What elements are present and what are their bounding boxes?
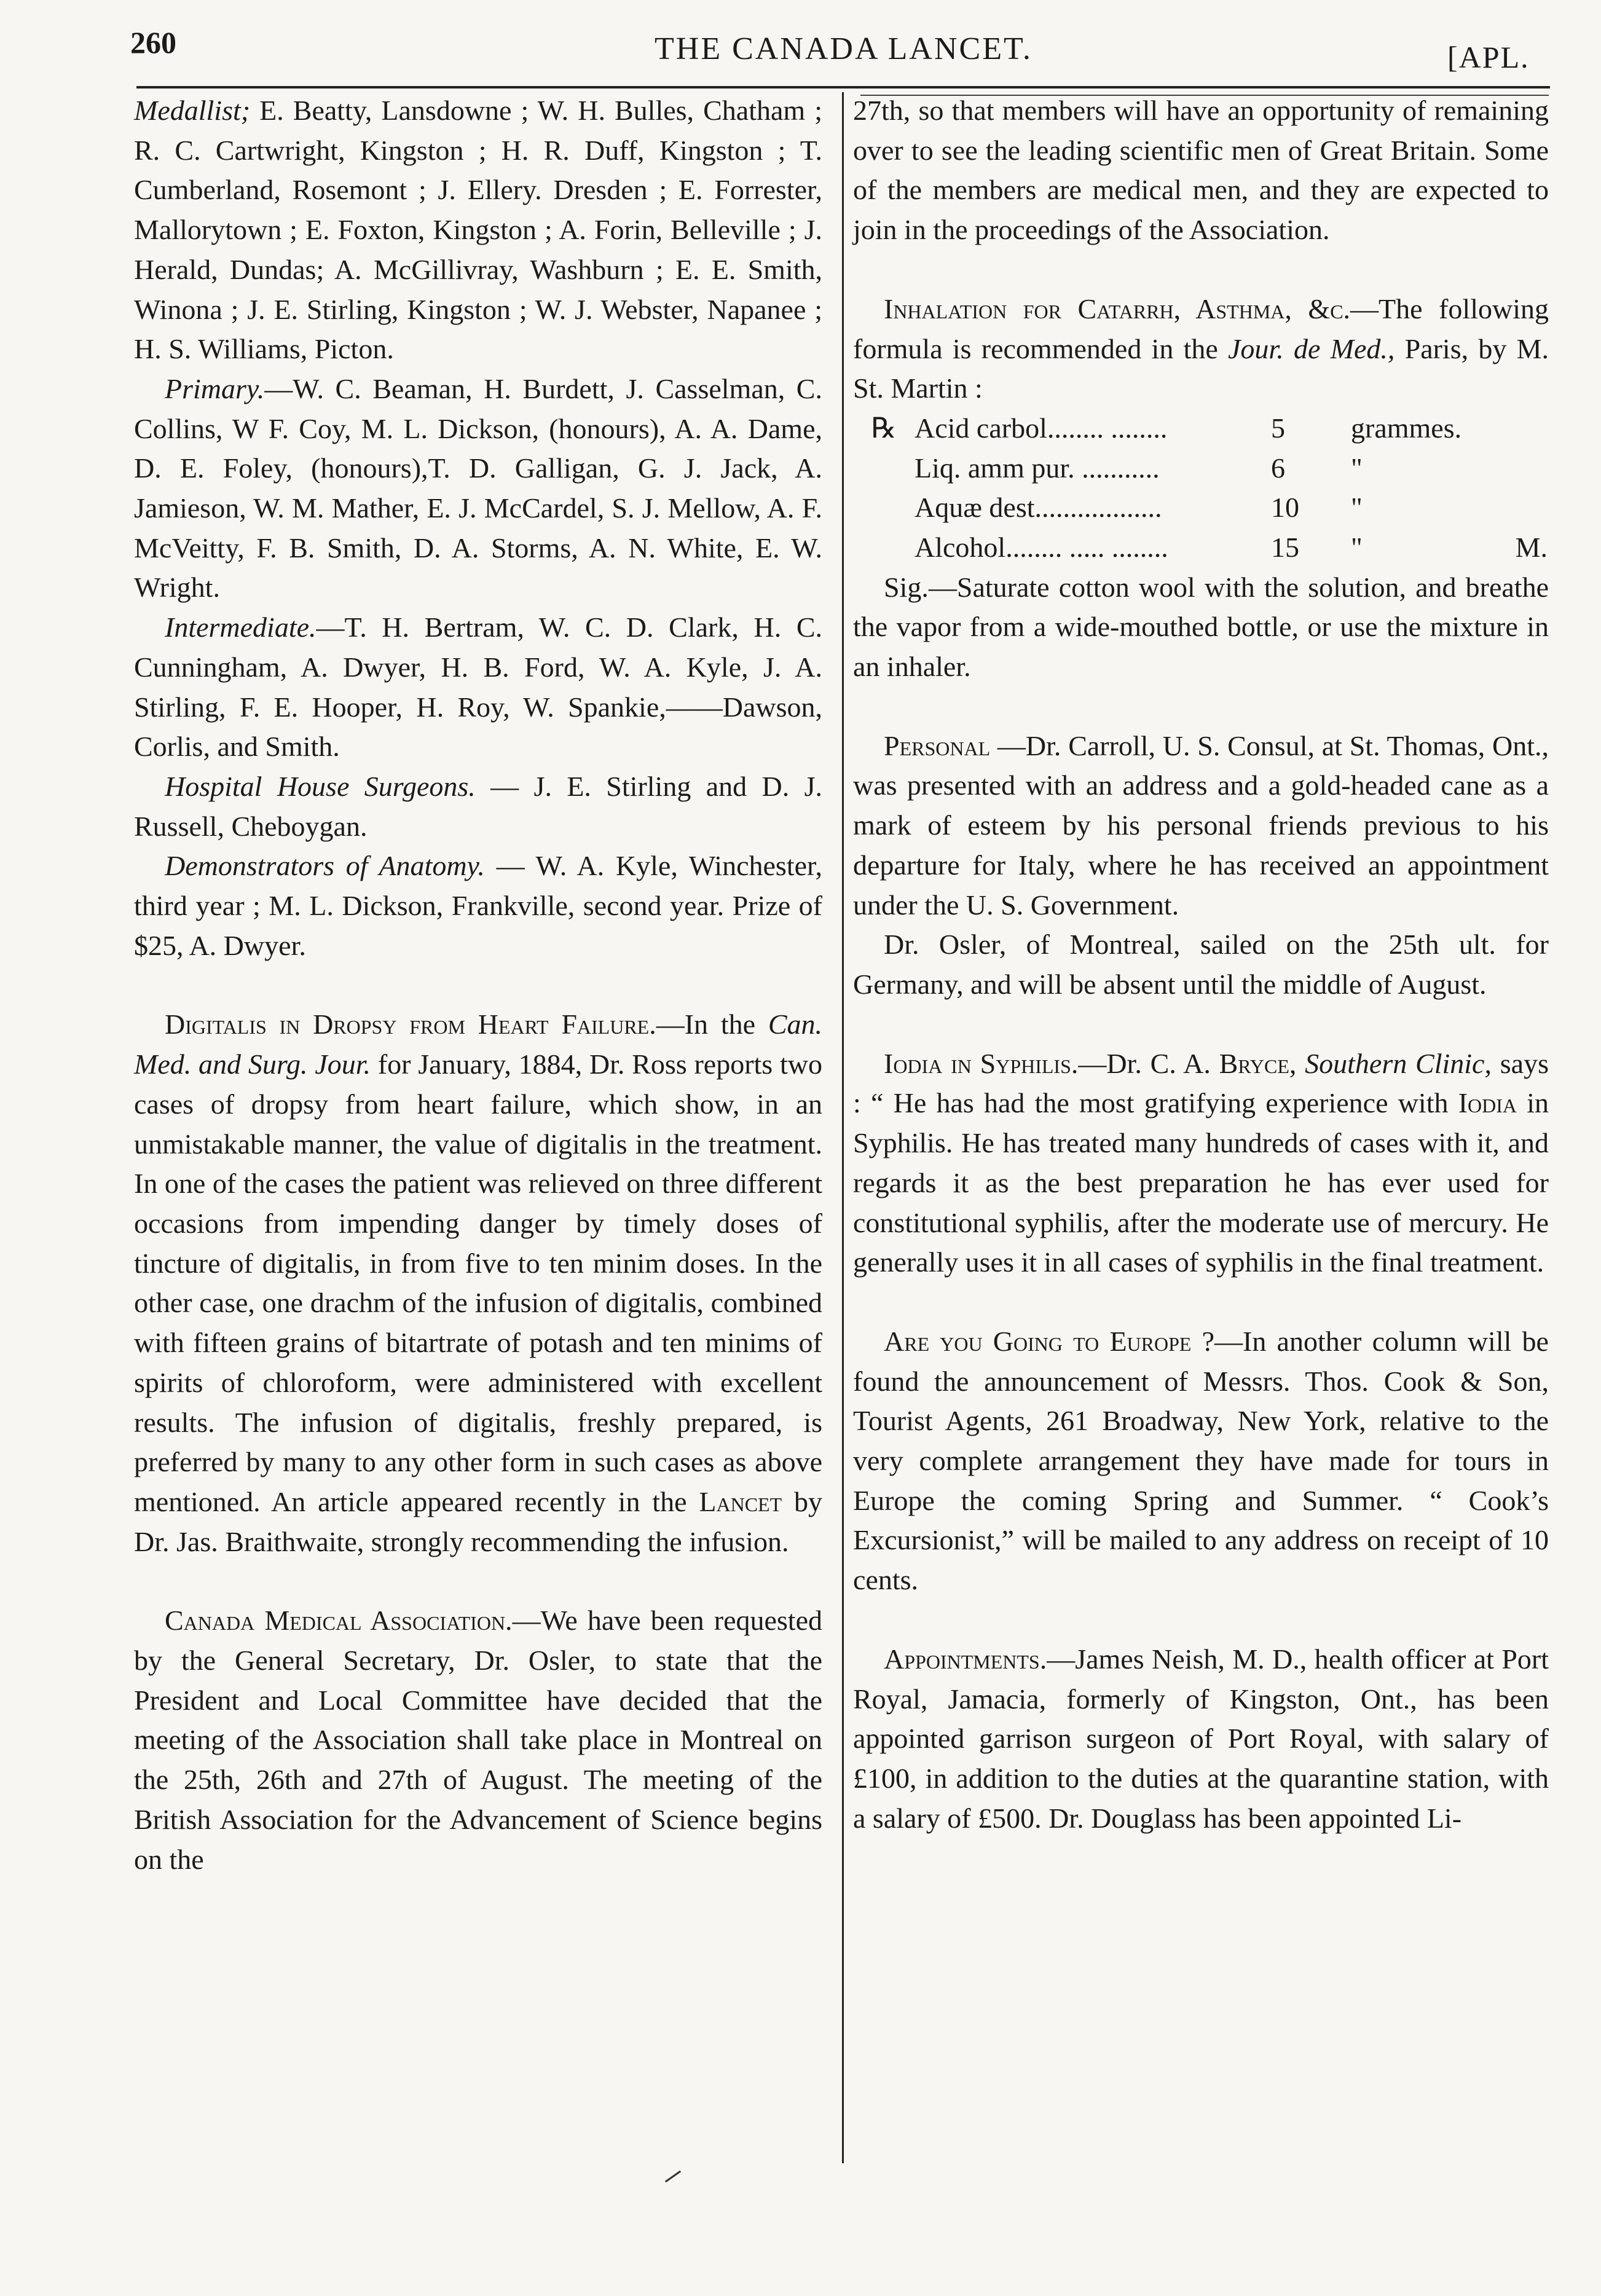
intermediate-label: Intermediate. (165, 611, 317, 643)
running-title: THE CANADA LANCET. (655, 31, 1033, 66)
personal-heading: Personal (884, 729, 991, 761)
appointments-text: —James Neish, M. D., health officer at Port Royal, Jamacia, formerly of Kingston, Ont., has been appointed garrison surgeon of Port Royal, with salary of £100, in addition to the duties at the quarantine station, with a salary of £500. Dr. Douglass has been appointed Li- (853, 1643, 1549, 1834)
osler-paragraph: Dr. Osler, of Montreal, sailed on the 25th ult. for Germany, and will be absent until the middle of August. (853, 929, 1549, 1000)
recipe-row (853, 488, 1549, 528)
recipe-unit: " (1351, 492, 1363, 524)
stray-mark (665, 2171, 681, 2183)
recipe-amount: 10 (1271, 492, 1299, 524)
cma-heading: Canada Medical Association. (165, 1605, 513, 1637)
medallist-paragraph (134, 91, 822, 369)
iodia-pre: —Dr. C. A. (1078, 1047, 1219, 1079)
iodia-article (853, 1044, 1549, 1283)
demonstrators-paragraph (134, 846, 822, 965)
recipe-row (853, 449, 1549, 489)
iodia-journal: Southern Clinic, (1305, 1047, 1492, 1079)
demonstrators-text: — W. A. Kyle, Winchester, third year ; M. L. Dickson, Frankville, second year. Prize of $25, A. Dwyer. (134, 850, 822, 961)
recipe-ingredient: Alcohol........ ..... ........ (915, 531, 1168, 563)
right-column (853, 91, 1549, 1838)
appointments-heading: Appointments. (884, 1643, 1047, 1675)
digitalis-end: by Dr. Jas. Braithwaite, strongly recommending the infusion. (134, 1485, 822, 1557)
digitalis-text: for January, 1884, Dr. Ross reports two cases of dropsy from heart failure, which show, in an unmistakable manner, the value of digitalis in the treatment. In one of the cases the patient was relieved on three different occasions from impending danger by timely doses of tincture of digitalis, in from five to ten minim doses. In the other case, one drachm of the infusion of digitalis, combined with fifteen grains of bitartrate of potash and ten minims of spirits of chloroform, were administered with excellent results. The infusion of digitalis, freshly prepared, is preferred by many to any other form in such cases as above mentioned. An article appeared recently in the (134, 1048, 822, 1517)
left-column (134, 91, 822, 1879)
page-number: 260 (130, 25, 176, 60)
recipe-ingredient: Acid carbol........ ........ (915, 412, 1168, 444)
personal-article (853, 726, 1549, 926)
iodia-heading: Iodia in Syphilis. (884, 1047, 1079, 1079)
house-surgeons-text: — J. E. Stirling and D. J. Russell, Cheboygan. (134, 770, 823, 842)
recipe-row (853, 409, 1549, 449)
recipe-unit: grammes. (1351, 412, 1462, 444)
column-divider (842, 92, 844, 2163)
intermediate-text: —T. H. Bertram, W. C. D. Clark, H. C. Cunningham, A. Dwyer, H. B. Ford, W. A. Kyle, J. A. Stirling, F. E. Hooper, H. Roy, W. Spankie,——Dawson, Corlis, and Smith. (134, 611, 822, 763)
recipe-mark (1511, 409, 1548, 449)
iodia-text: in Syphilis. He has treated many hundreds of cases with it, and regards it as the best preparation he has ever used for constitutional syphilis, after the moderate use of mercury. He generally uses it in all cases of syphilis in the final treatment. (853, 1087, 1549, 1278)
digitalis-lancet: Lancet (699, 1485, 782, 1517)
recipe-unit: " (1351, 531, 1363, 563)
digitalis-journal: Can. Med. and Surg. Jour. (134, 1008, 822, 1080)
digitalis-heading: Digitalis in Dropsy from Heart Failure. (165, 1008, 656, 1040)
demonstrators-label: Demonstrators of Anatomy. (165, 850, 485, 882)
europe-heading: Are you Going to Europe ? (884, 1325, 1215, 1357)
recipe-mark: M. (1515, 531, 1548, 563)
inhalation-journal: Jour. de Med., (1228, 332, 1395, 364)
iodia-author: Bryce, (1219, 1047, 1297, 1079)
primary-label: Primary. (165, 372, 265, 404)
rx-symbol: ℞ (871, 412, 897, 444)
cma-article (134, 1601, 822, 1879)
recipe-unit: " (1351, 452, 1363, 484)
sig-paragraph: Sig.—Saturate cotton wool with the solution, and breathe the vapor from a wide-mouthed bottle, or use the mixture in an inhaler. (853, 571, 1549, 683)
primary-text: —W. C. Beaman, H. Burdett, J. Casselman, C. Collins, W F. Coy, M. L. Dickson, (honours), A. A. Dame, D. E. Foley, (honours),T. D. Galligan, G. J. Jack, A. Jamieson, W. M. Mather, E. J. McCardel, S. J. Mellow, A. F. McVeitty, F. B. Smith, D. A. Storms, A. N. White, E. W. Wright. (134, 372, 822, 603)
iodia-says: says : “ He has had the most gratifying experience with (853, 1047, 1549, 1119)
digitalis-pre: —In the (656, 1008, 768, 1040)
recipe-table (853, 409, 1549, 568)
medallist-label: Medallist; (134, 95, 251, 126)
recipe-ingredient: Liq. amm pur. ........... (915, 452, 1160, 484)
inhalation-heading: Inhalation for Catarrh, Asthma, &c. (884, 293, 1351, 324)
digitalis-article (134, 1005, 822, 1562)
recipe-amount: 6 (1271, 452, 1285, 484)
europe-text: —In another column will be found the announcement of Messrs. Thos. Cook & Son, Tourist Agents, 261 Broadway, New York, relative to the very complete arrangement they have made for tours in Europe the coming Spring and Summer. “ Cook’s Excursionist,” will be mailed to any address on receipt of 10 cents. (853, 1325, 1549, 1596)
inhalation-pre: —The following formula is recommended in the (853, 293, 1549, 364)
inhalation-article (853, 289, 1549, 409)
recipe-amount: 5 (1271, 412, 1285, 444)
recipe-amount: 15 (1271, 531, 1299, 563)
issue-month: [APL. (1447, 40, 1530, 74)
inhalation-post: Paris, by M. St. Martin : (853, 332, 1549, 404)
recipe-ingredient: Aquæ dest.................. (915, 492, 1162, 524)
appointments-article (853, 1640, 1549, 1839)
europe-article (853, 1322, 1549, 1600)
intermediate-paragraph (134, 608, 822, 767)
iodia-product: Iodia (1458, 1087, 1517, 1119)
header-rule (136, 86, 1550, 88)
recipe-mark (1511, 449, 1548, 489)
primary-paragraph (134, 369, 822, 608)
cma-text: —We have been requested by the General Secretary, Dr. Osler, to state that the President and Local Committee have decided that the meeting of the Association shall take place in Montreal on the 25th, 26th and 27th of August. The meeting of the British Association for the Advancement of Science begins on the (134, 1605, 822, 1875)
medallist-text: E. Beatty, Lansdowne ; W. H. Bulles, Chatham ; R. C. Cartwright, Kingston ; H. R. Duff, Kingston ; T. Cumberland, Rosemont ; J. Ellery. Dresden ; E. Forrester, Mallorytown ; E. Foxton, Kingston ; A. Forin, Belleville ; J. Herald, Dundas; A. McGillivray, Washburn ; E. E. Smith, Winona ; J. E. Stirling, Kingston ; W. J. Webster, Napanee ; H. S. Williams, Picton. (134, 95, 822, 365)
personal-text: —Dr. Carroll, U. S. Consul, at St. Thomas, Ont., was presented with an address and a gold-headed cane as a mark of esteem by his personal friends previous to his departure for Italy, where he has received an appointment under the U. S. Government. (853, 729, 1549, 921)
house-surgeons-label: Hospital House Surgeons. (165, 770, 476, 802)
recipe-mark (1511, 488, 1548, 528)
recipe-row (853, 528, 1549, 568)
house-surgeons-paragraph (134, 767, 822, 846)
cma-continuation: 27th, so that members will have an opportunity of remaining over to see the leading scientific men of Great Britain. Some of the members are medical men, and they are expected to join in the proceedings of the Association. (853, 95, 1549, 246)
